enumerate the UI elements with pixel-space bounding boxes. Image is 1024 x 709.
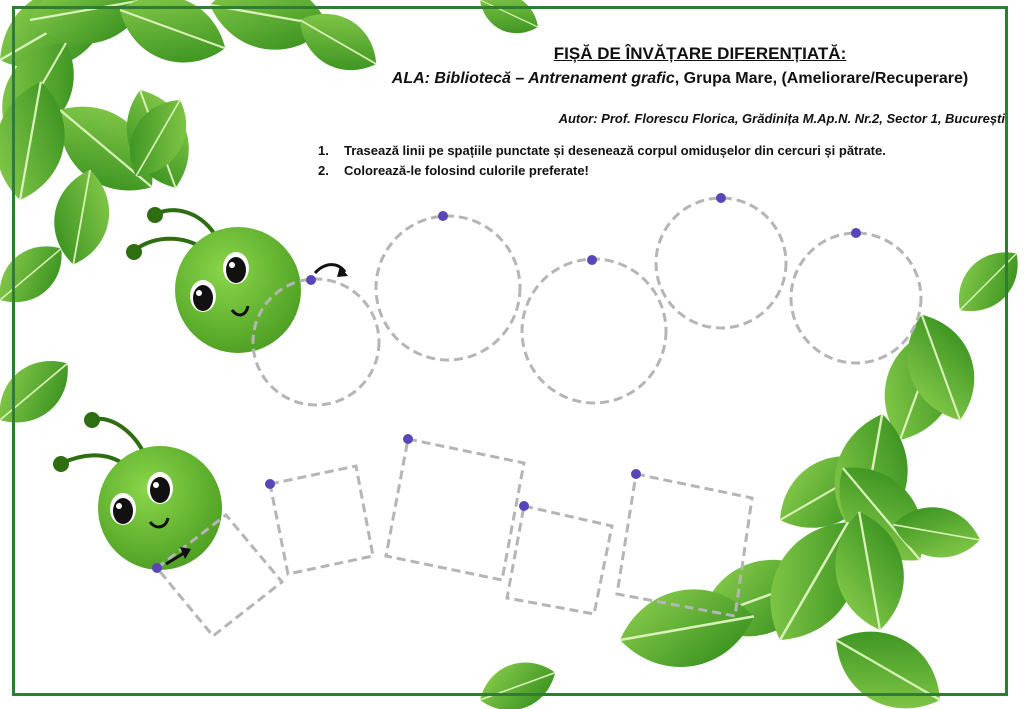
instruction-number: 2. — [318, 163, 329, 178]
subtitle-italic: ALA: Bibliotecă – Antrenament grafic — [391, 70, 675, 87]
instructions-list — [318, 143, 958, 183]
worksheet-title: FIȘĂ DE ÎNVĂȚARE DIFERENȚIATĂ: — [553, 44, 847, 63]
instruction-text: Colorează-le folosind culorile preferate! — [344, 163, 589, 178]
subtitle-rest: , Grupa Mare, (Ameliorare/Recuperare) — [674, 70, 969, 87]
worksheet-subtitle — [360, 70, 1000, 88]
instruction-text: Trasează linii pe spațiile punctate și desenează corpul omidușelor din cercuri și pătrate. — [344, 143, 886, 158]
instruction-number: 1. — [318, 143, 329, 158]
author-line: Autor: Prof. Florescu Florica, Grădinița M.Ap.N. Nr.2, Sector 1, București — [558, 111, 1005, 126]
instruction-item — [318, 163, 958, 178]
page-border — [12, 6, 1008, 696]
instruction-item — [318, 143, 958, 158]
